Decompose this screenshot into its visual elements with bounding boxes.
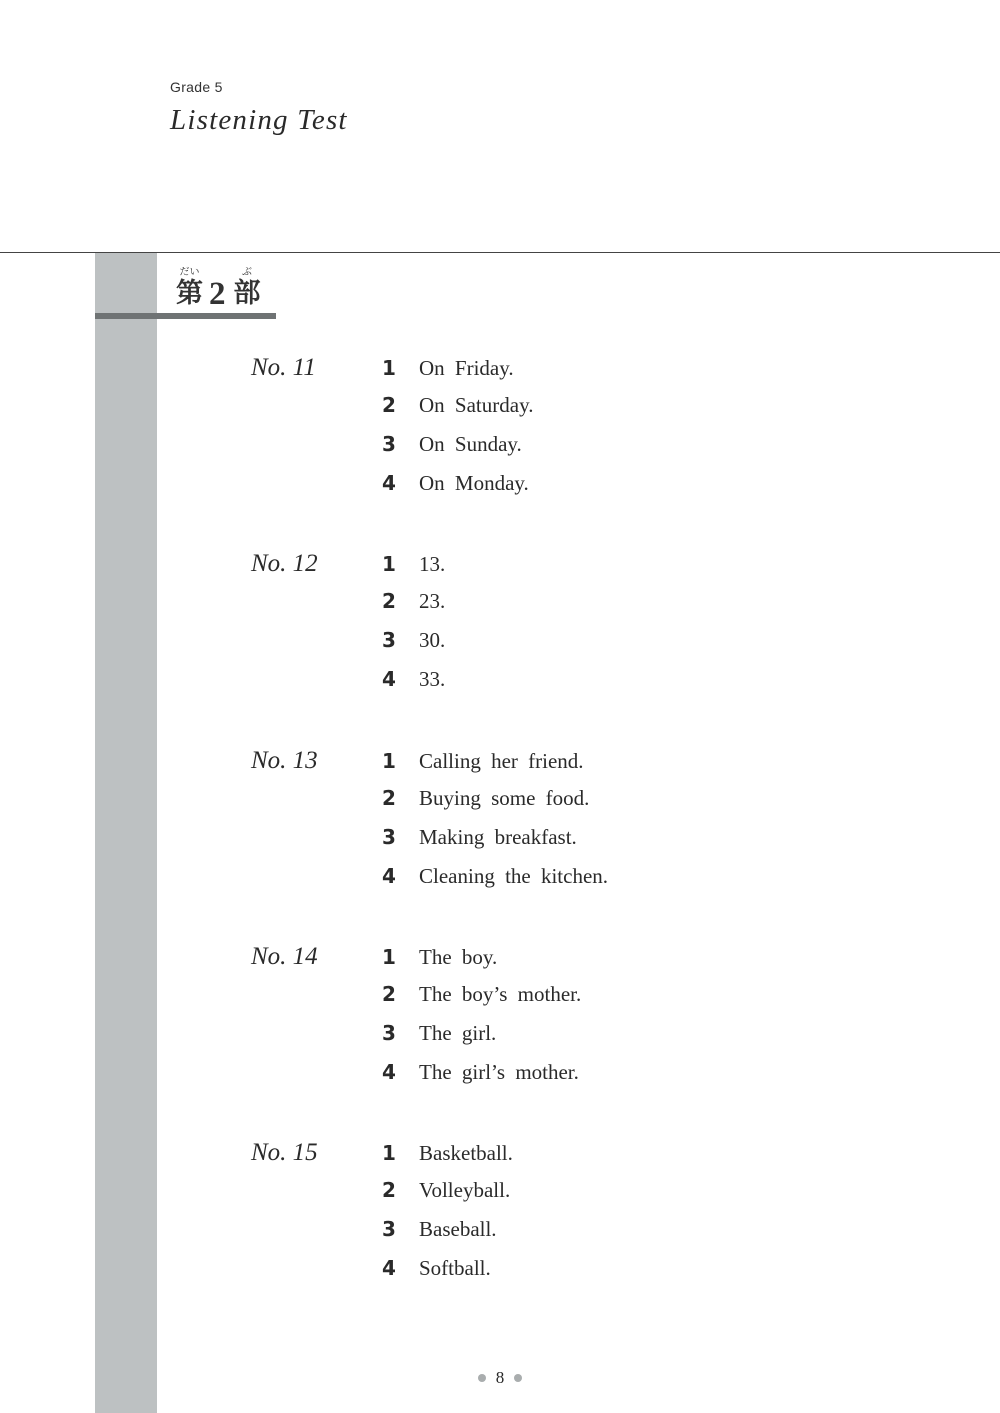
option-text: 23.	[419, 589, 446, 613]
option-text: On Monday.	[419, 471, 529, 495]
part-ruby-bu: ぶ	[242, 267, 252, 278]
option-number: 1	[382, 1141, 396, 1165]
answer-option	[0, 468, 1000, 498]
option-text: Buying some food.	[419, 786, 590, 810]
option-text: The girl’s mother.	[419, 1060, 579, 1084]
option-number: 1	[382, 552, 396, 576]
question-label: No. 11	[251, 354, 316, 381]
option-number: 4	[382, 1060, 396, 1084]
grade-label: Grade 5	[170, 79, 223, 95]
answer-option	[0, 861, 1000, 891]
answer-option	[0, 664, 1000, 694]
option-text: 13.	[419, 552, 446, 576]
option-text: 33.	[419, 667, 446, 691]
option-number: 1	[382, 945, 396, 969]
option-text: 30.	[419, 628, 446, 652]
answer-option	[0, 1214, 1000, 1244]
option-number: 1	[382, 749, 396, 773]
option-text: On Friday.	[419, 356, 514, 380]
page-number-text: 8	[495, 1368, 505, 1387]
answer-option	[0, 390, 1000, 420]
option-text: Volleyball.	[419, 1178, 511, 1202]
option-text: The boy’s mother.	[419, 982, 582, 1006]
option-number: 4	[382, 1256, 396, 1280]
question-label: No. 14	[251, 943, 318, 970]
option-text: On Saturday.	[419, 393, 534, 417]
answer-option	[0, 429, 1000, 459]
answer-option	[0, 625, 1000, 655]
part-ruby-dai: だい	[179, 267, 200, 278]
answer-option	[0, 353, 1000, 383]
answer-option	[0, 549, 1000, 579]
option-number: 2	[382, 982, 396, 1006]
answer-option	[0, 783, 1000, 813]
part-heading-underline	[95, 313, 276, 319]
page-dot-right	[514, 1374, 522, 1382]
option-text: The girl.	[419, 1021, 497, 1045]
option-number: 2	[382, 786, 396, 810]
answer-option	[0, 586, 1000, 616]
question-label: No. 15	[251, 1139, 318, 1166]
option-text: Making breakfast.	[419, 825, 577, 849]
part-kanji-bu	[233, 267, 261, 310]
page-dot-left	[478, 1374, 486, 1382]
part-heading	[176, 266, 261, 310]
question-label: No. 12	[251, 550, 318, 577]
option-number: 3	[382, 825, 396, 849]
option-text: Softball.	[419, 1256, 491, 1280]
option-number: 2	[382, 393, 396, 417]
option-number: 4	[382, 667, 396, 691]
option-number: 2	[382, 1178, 396, 1202]
page-number	[470, 1366, 530, 1390]
option-text: Calling her friend.	[419, 749, 584, 773]
option-number: 3	[382, 1217, 396, 1241]
option-text: Basketball.	[419, 1141, 513, 1165]
answer-option	[0, 1057, 1000, 1087]
option-text: The boy.	[419, 945, 498, 969]
option-text: Baseball.	[419, 1217, 497, 1241]
answer-option	[0, 1018, 1000, 1048]
option-number: 1	[382, 356, 396, 380]
option-number: 3	[382, 432, 396, 456]
answer-option	[0, 746, 1000, 776]
answer-option	[0, 1253, 1000, 1283]
answer-option	[0, 1138, 1000, 1168]
answer-option	[0, 1175, 1000, 1205]
option-number: 4	[382, 864, 396, 888]
option-number: 2	[382, 589, 396, 613]
answer-option	[0, 942, 1000, 972]
option-number: 3	[382, 1021, 396, 1045]
part-kanji-dai	[176, 267, 203, 310]
option-text: Cleaning the kitchen.	[419, 864, 609, 888]
question-label: No. 13	[251, 747, 318, 774]
part-number: 2	[209, 276, 226, 312]
part-kanji-dai-text: 第	[176, 278, 203, 309]
answer-option	[0, 979, 1000, 1009]
option-text: On Sunday.	[419, 432, 522, 456]
part-kanji-bu-text: 部	[233, 278, 261, 309]
page-title: Listening Test	[170, 104, 348, 136]
option-number: 4	[382, 471, 396, 495]
answer-option	[0, 822, 1000, 852]
option-number: 3	[382, 628, 396, 652]
